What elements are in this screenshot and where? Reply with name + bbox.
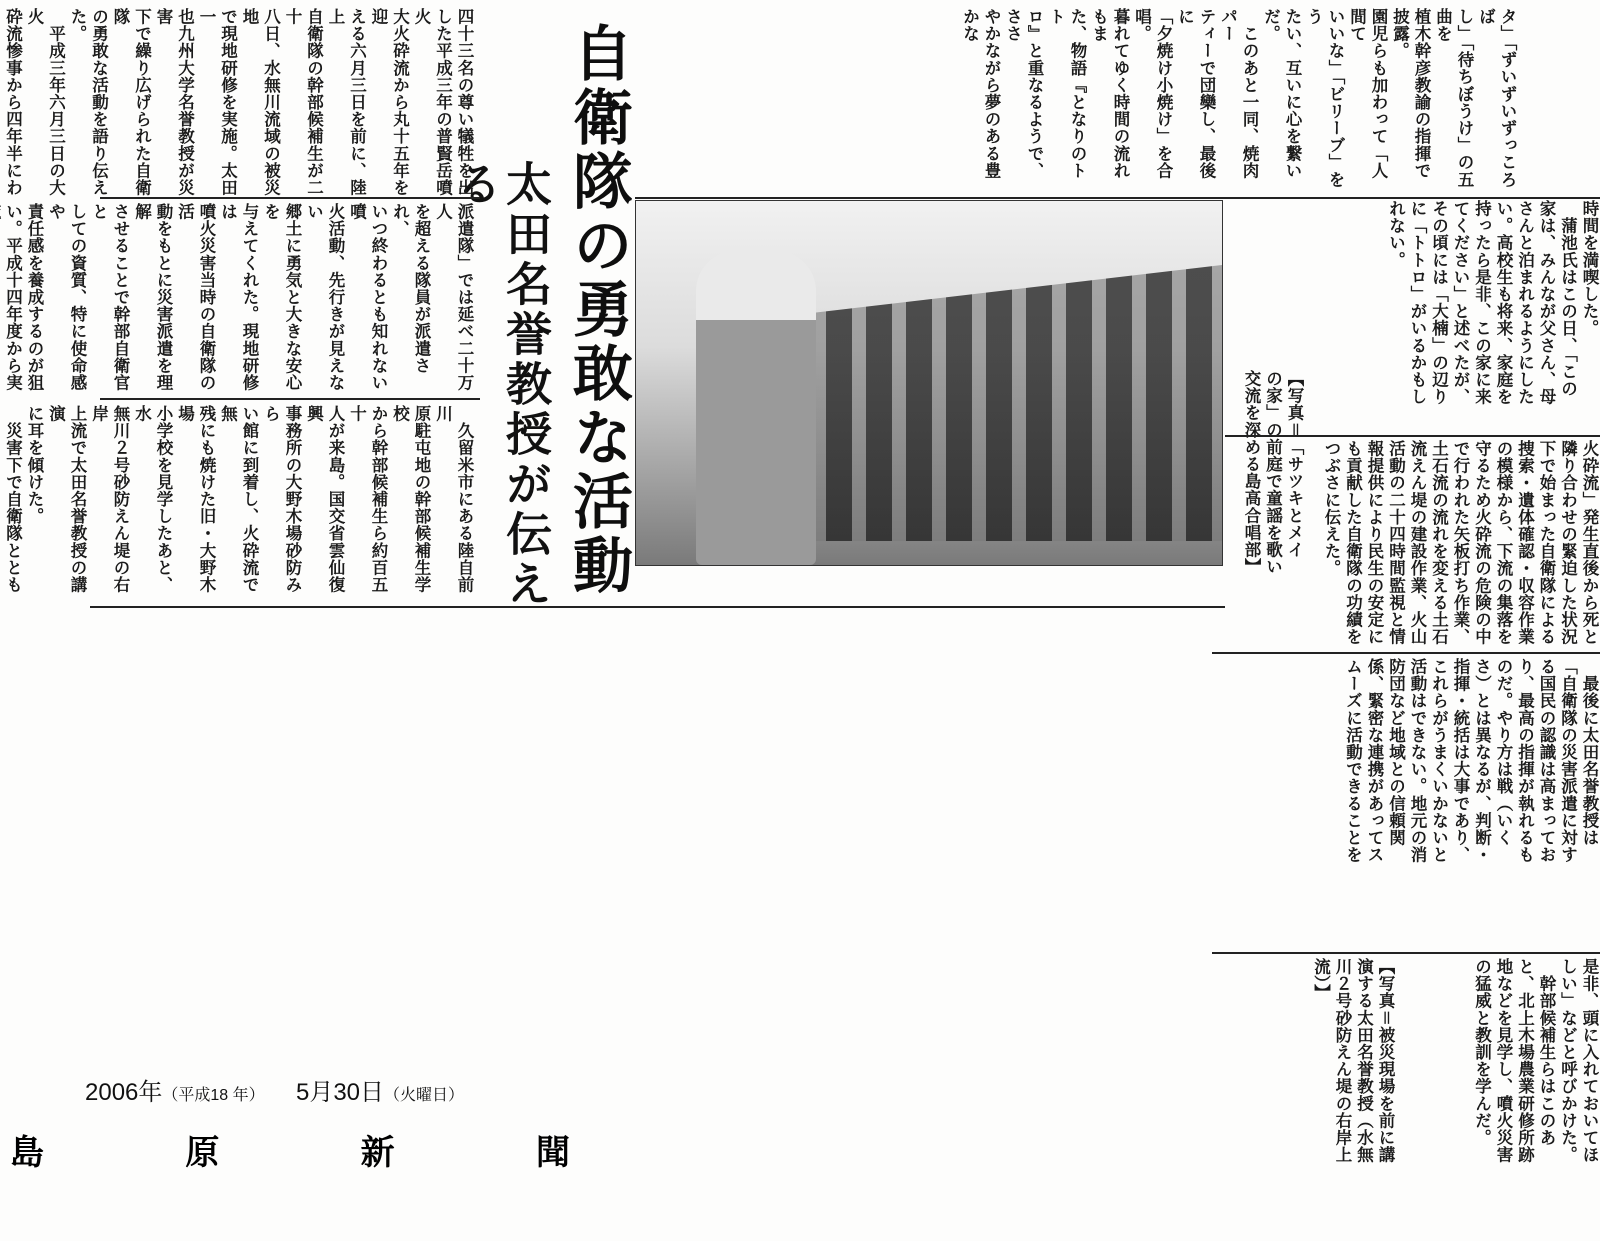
- article-column-left-2: 派遣隊」では延べ二十万人 を超える隊員が派遣され、 いつ終わるとも知れない噴 火活動、先行きが見えない 郷土に勇気と大きな安心を 与えてくれた。現地研修は 噴火災害当時の自衛隊の活 動をもとに災害派遣を理解 させることで幹部自衛官と しての資質、特に使命感や 責任感を養成するのが狙 い。平成十四年度から実: [3, 203, 474, 392]
- dateline-era: （平成18 年）: [162, 1087, 265, 1104]
- article-column-left-3: 久留米市にある陸自前川 原駐屯地の幹部候補生学校 から幹部候補生ら約百五十 人が来島。国交省雲仙復興 事務所の大野木場砂防みら い館に到着し、火砕流で無 残にも焼けた旧・大野木場 小学校を見学したあと、水 無川２号砂防えん堤の右岸 上流で太田名誉教授の講演 に耳を傾けた。 災害下で自衛隊ととも: [3, 405, 474, 594]
- column-rule: [100, 197, 480, 199]
- photo-top-rule: [635, 197, 1600, 199]
- column-rule: [1212, 952, 1600, 954]
- masthead-char: 聞: [535, 1133, 570, 1173]
- masthead-char: 原: [185, 1133, 220, 1173]
- article-column-right-mid-1: 火砕流」発生直後から死と 隣り合わせの緊迫した状況 下で始まった自衛隊による 捜索・遺体確認・収容作業 の模様から、下流の集落を 守るため火砕流の危険の中 で行われた矢板打ち作業、 土石流の流れを変える土石 流えん堤の建設作業、火山 活動の二十四時間監視と情 報提供により民生の安定に も貢献した自衛隊の功績を つぶさに伝えた。: [1322, 440, 1599, 646]
- dateline-date: 5月30日: [295, 1079, 385, 1106]
- subheadline: 太田名誉教授が伝える: [449, 160, 553, 610]
- photo-caption-top: 【写真＝「サツキとメイ の家」の前庭で童謡を歌い 交流を深める島高合唱部】: [1242, 370, 1304, 576]
- article-column-right-top-2: 時間を満喫した。 蒲池氏はこの日、「この 家は、みんなが父さん、母 さんと泊まれるようにした い。高校生も将来、家庭を 持ったら是非、この家に来 てください」と述べたが、 その頃には「大楠」の辺り に「トトロ」がいるかもし れない。: [1386, 200, 1599, 406]
- masthead-char: 島: [10, 1133, 44, 1173]
- dateline-weekday: （火曜日）: [384, 1087, 465, 1104]
- article-column-left-1: 四十三名の尊い犠牲を出 した平成三年の普賢岳噴火 大火砕流から丸十五年を迎 える六月三日を前に、陸上 自衛隊の幹部候補生が二十 八日、水無川流域の被災地 で現地研修を実施。太田一 也九州大学名誉教授が災害 下で繰り広げられた自衛隊 の勇敢な活動を語り伝え た。 平成三年六月三日の大火 砕流惨事から四年半にわ: [3, 8, 474, 197]
- newspaper-masthead: [10, 1125, 570, 1174]
- photo-soldiers-group: [786, 241, 1222, 541]
- column-rule: [100, 398, 480, 400]
- dateline: [85, 1072, 464, 1107]
- photo-speaker-figure: [696, 251, 816, 565]
- article-column-right-bottom: 是非、頭に入れておいてほ しい」などと呼びかけた。 幹部候補生らはこのあ と、北上木場農業研修所跡 地などを見学し、噴火災害 の猛威と教訓を学んだ。: [1472, 958, 1599, 1164]
- headline: 自衛隊の勇敢な活動: [563, 22, 633, 598]
- photo-soldiers-lecture: [635, 200, 1223, 566]
- masthead-char: 新: [360, 1133, 395, 1173]
- article-column-right-mid-2: 最後に太田名誉教授は 「自衛隊の災害派遣に対す る国民の認識は高まってお り、最高の指揮が執れるも のだ。やり方は戦（いく さ）とは異なるが、判断・ 指揮・統括は大事であり、 これらがうまくいかないと 活動はできない。地元の消 防団など地域との信頼関 係、緊密な連携があってス ムーズに活動できることを: [1343, 658, 1599, 864]
- article-column-right-top-1: タ」「ずいずいずっころば し」「待ちぼうけ」の五曲を 植木幹彦教諭の指揮で披露。 園児らも加わって「人間て いいな」「ビリーブ」をう たい、互いに心を繋いだ。 このあと一同、焼肉パー ティーで団欒し、最後に 「夕焼け小焼け」を合唱。 暮れてゆく時間の流れもま た、物語『となりのトト ロ』と重なるようで、ささ やかながら夢のある豊かな: [960, 8, 1517, 188]
- column-rule: [1225, 435, 1600, 437]
- dateline-year: 2006年: [85, 1079, 163, 1106]
- column-rule: [1212, 652, 1600, 654]
- column-rule: [90, 606, 1225, 608]
- photo-caption-bottom: 【写真＝被災現場を前に講 演する太田名誉教授（水無 川２号砂防えん堤の右岸上 流）】: [1311, 958, 1395, 1164]
